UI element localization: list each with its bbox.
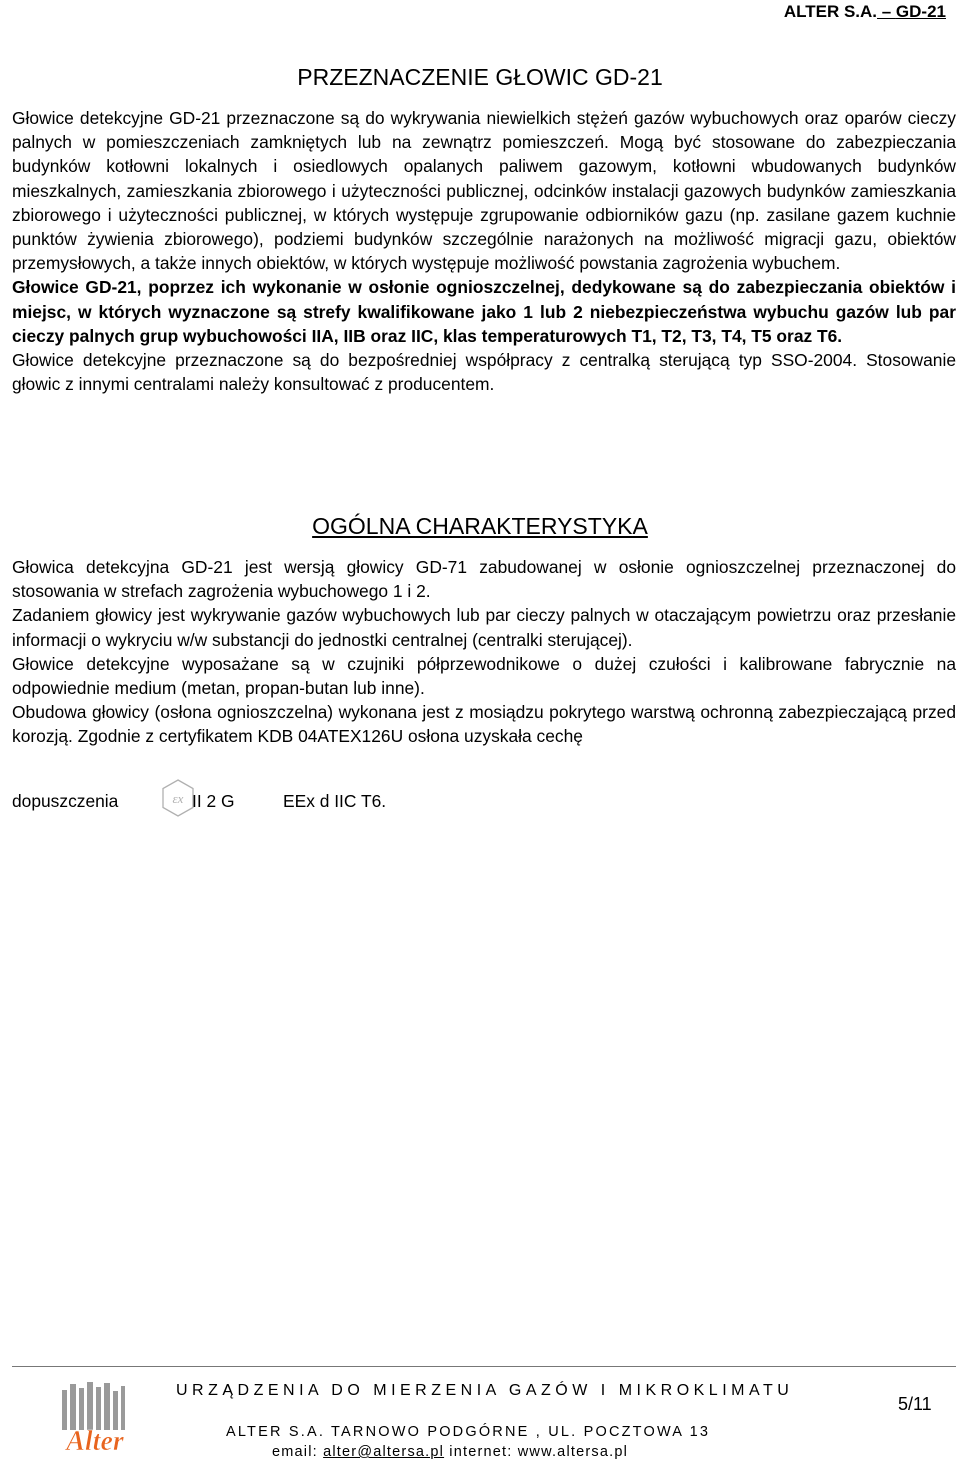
footer-tagline: URZĄDZENIA DO MIERZENIA GAZÓW I MIKROKLIMATU xyxy=(176,1382,794,1399)
section-characteristics-body xyxy=(12,555,956,749)
logo-text: Alter xyxy=(66,1426,124,1456)
ex-hexagon-icon xyxy=(160,778,196,818)
certification-label: dopuszczenia xyxy=(12,791,119,811)
page-header xyxy=(784,2,946,22)
header-model: GD-21 xyxy=(895,2,946,21)
company-logo xyxy=(48,1382,142,1456)
website-link[interactable]: www.altersa.pl xyxy=(517,1444,629,1460)
section-purpose-body xyxy=(12,106,956,396)
paragraph: Zadaniem głowicy jest wykrywanie gazów wybuchowych lub par cieczy palnych w otaczającym powietrzu oraz przesłanie informacji o wykryciu w/w substancji do jednostki centralnej (centralki sterującej). xyxy=(12,605,956,650)
paragraph: Głowice detekcyjne GD-21 przeznaczone są do wykrywania niewielkich stężeń gazów wybuchowych oraz oparów cieczy palnych w pomieszczeniach zamkniętych lub na zewnątrz pomieszczeń. Mogą być stosowane do zabezpieczania budynków kotłowni lokalnych i osiedlowych opalanych paliwem gazowym, kotłowni wbudowanych budynków mieszkalnych, zamieszkania zbiorowego i użyteczności publicznej, odcinków instalacji gazowych budynków zamieszkania zbiorowego i użyteczności publicznej, w których występuje zgrupowanie odbiorników gazu (np. zasilane gazem kuchnie punktów żywienia zbiorowego), podziemi budynków szczególnie narażonych na możliwość migracji gazu, obiektów przemysłowych, a także innych obiektów, w których występuje możliwość powstania zagrożenia wybuchem. xyxy=(12,108,956,274)
page-number: 5/11 xyxy=(898,1394,932,1414)
header-separator: – xyxy=(877,2,896,21)
paragraph: Głowice detekcyjne wyposażane są w czujniki półprzewodnikowe o dużej czułości i kalibrowane fabrycznie na odpowiednie medium (metan, propan-butan lub inne). xyxy=(12,653,956,699)
email-link[interactable]: alter@altersa.pl xyxy=(323,1444,445,1460)
footer-contact xyxy=(272,1444,628,1460)
footer-divider xyxy=(12,1366,956,1367)
footer-address: ALTER S.A. TARNOWO PODGÓRNE , UL. POCZTOWA 13 xyxy=(226,1424,711,1440)
internet-label: internet: xyxy=(444,1444,518,1460)
certification-line xyxy=(12,778,512,818)
email-label: email: xyxy=(272,1444,324,1460)
paragraph: Głowice detekcyjne przeznaczone są do bezpośredniej współpracy z centralką sterującą typ SSO-2004. Stosowanie głowic z innymi centralami należy konsultować z producentem. xyxy=(12,350,956,395)
header-company: ALTER S.A. xyxy=(783,2,878,21)
paragraph: Obudowa głowicy (osłona ognioszczelna) wykonana jest z mosiądzu pokrytego warstwą ochronną zabezpieczającą przed korozją. Zgodnie z certyfikatem KDB 04ATEX126U osłona uzyskała cechę xyxy=(12,702,956,747)
section-title-purpose: PRZEZNACZENIE GŁOWIC GD-21 xyxy=(297,64,663,90)
protection-type: EEx d IIC T6. xyxy=(283,791,387,811)
paragraph: Głowica detekcyjna GD-21 jest wersją głowicy GD-71 zabudowanej w osłonie ognioszczelnej przeznaczonej do stosowania w strefach zagrożenia wybuchowego 1 i 2. xyxy=(12,557,956,602)
paragraph-bold: Głowice GD-21, poprzez ich wykonanie w osłonie ognioszczelnej, dedykowane są do zabezpieczania obiektów i miejsc, w których wyznaczone są strefy kwalifikowane jako 1 lub 2 niebezpieczeństwa wybuchu gazów lub par cieczy palnych grup wybuchowości IIA, IIB oraz IIC, klas temperaturowych T1, T2, T3, T4, T5 oraz T6. xyxy=(12,277,956,346)
equipment-group: II 2 G xyxy=(192,791,235,811)
section-title-characteristics: OGÓLNA CHARAKTERYSTYKA xyxy=(312,513,648,539)
ex-symbol-text: εx xyxy=(172,791,184,806)
